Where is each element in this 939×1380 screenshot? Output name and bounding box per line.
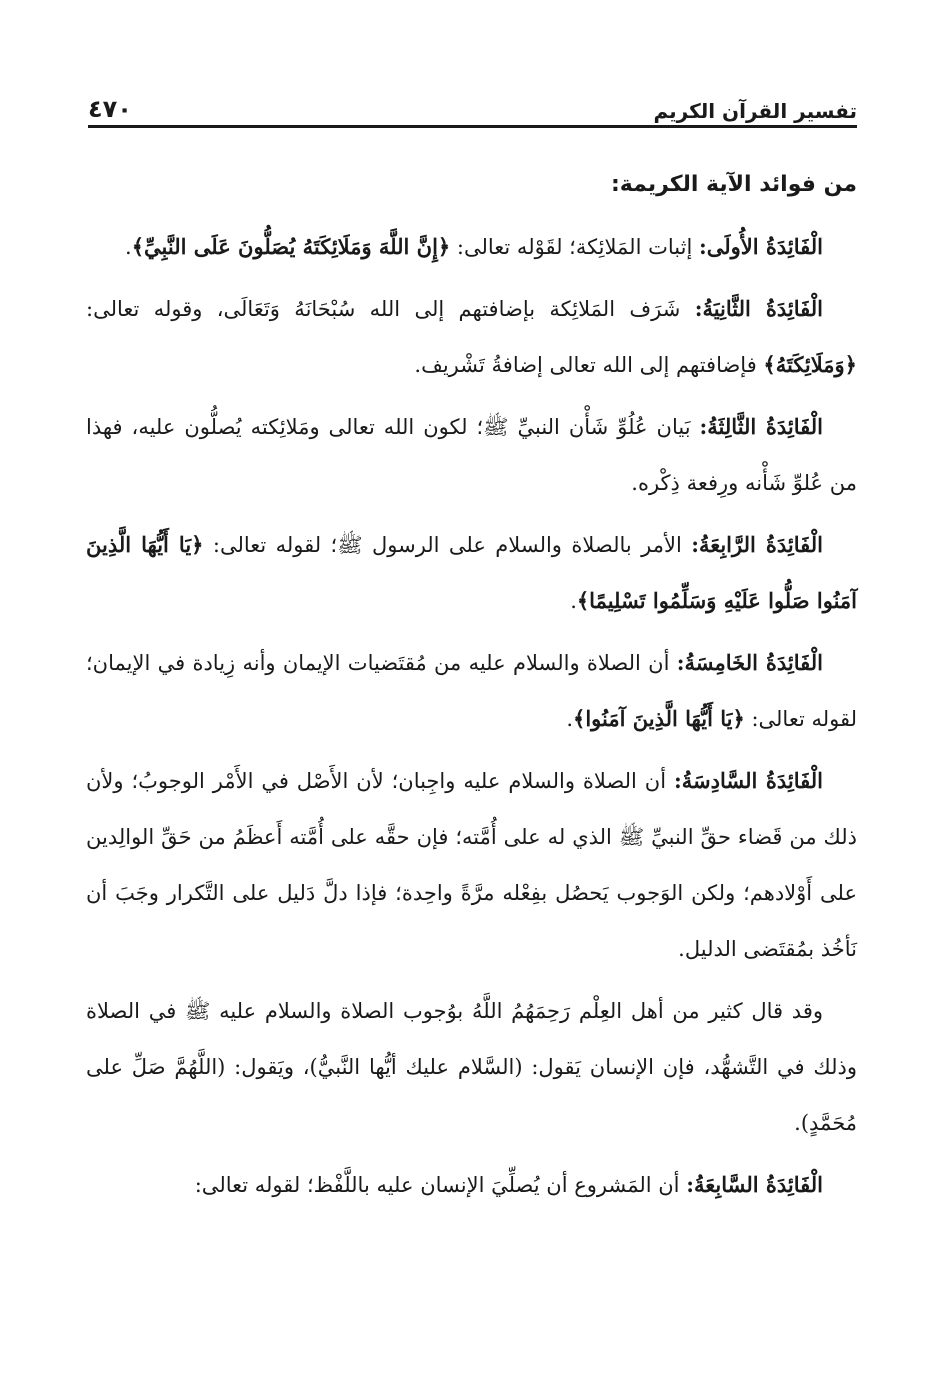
benefit-label: الْفَائِدَةُ الأُولَى: [698,234,823,259]
benefit-label: الْفَائِدَةُ الثَّالِثَةُ: [699,414,823,439]
benefit-label: الْفَائِدَةُ الرَّابِعَةُ: [691,532,823,557]
paragraph-tail: فإضافتهم إلى الله تعالى إضافةُ تَشْريف. [414,353,764,377]
book-title: تفسير القرآن الكريم [653,99,857,123]
quran-quote: ﴿إِنَّ اللَّهَ وَمَلَائِكَتَهُ يُصَلُّونَ عَلَى النَّبِيِّ﴾ [131,234,451,259]
paragraph-benefit-3 [86,399,857,511]
benefit-label: الْفَائِدَةُ الخَامِسَةُ: [676,650,823,675]
quran-quote: ﴿وَمَلَائِكَتَهُ﴾ [763,352,857,377]
paragraph-benefit-2 [86,281,857,393]
running-header [88,88,857,128]
section-heading: من فوائد الآية الكريمة: [610,172,857,197]
paragraph-benefit-1 [86,219,857,275]
page-content [86,168,857,1219]
quran-quote: ﴿يَا أَيُّهَا الَّذِينَ آمَنُوا صَلُّوا عَلَيْهِ وَسَلِّمُوا تَسْلِيمًا﴾ [86,532,857,613]
benefit-label: الْفَائِدَةُ السَّابِعَةُ: [686,1172,823,1197]
paragraph-text: بَيان عُلُوِّ شَأْن النبيِّ ﷺ؛ لكون الله تعالى ومَلائِكته يُصلُّون عليه، فهذا من عُلوِّ شَأْنه ورِفعة ذِكْره. [86,415,857,495]
paragraph-benefit-4 [86,517,857,629]
paragraph-text: وقد قال كثير من أهل العِلْم رَحِمَهُمُ اللَّهُ بوُجوب الصلاة والسلام عليه ﷺ في الصلاة وذلك في التَّشهُّد، فإن الإنسان يَقول: (السَّلام عليك أيُّها النَّبيُّ)، ويَقول: (اللَّهُمَّ صَلِّ على مُحَمَّدٍ). [86,999,857,1135]
benefit-label: الْفَائِدَةُ السَّادِسَةُ: [673,768,823,793]
benefit-label: الْفَائِدَةُ الثَّانِيَةُ: [694,296,823,321]
paragraph-benefit-7 [86,1157,857,1213]
paragraph-benefit-5 [86,635,857,747]
paragraph-tail: . [566,707,574,731]
paragraph-text: إثبات المَلائِكة؛ لقَوْله تعالى: [450,235,699,259]
paragraph-text: أن الصلاة والسلام عليه واجِبان؛ لأن الأَصْل في الأَمْر الوجوبُ؛ ولأن ذلك من قَضاء حقِّ النبيِّ ﷺ الذي له على أُمَّته؛ فإن حقَّه على أُمَّته أَعظَمُ من حَقِّ الوالِدين على أَوْلادهم؛ ولكن الوَجوب يَحصُل بفِعْله مرَّةً واحِدة؛ فإذا دلَّ دَليل على التَّكرار وجَبَ أن نَأخُذ بمُقتَضى الدليل. [86,769,858,961]
paragraph-tail: . [570,589,577,613]
quran-quote: ﴿يَا أَيُّهَا الَّذِينَ آمَنُوا﴾ [573,706,745,731]
paragraph-scholars-note [86,983,857,1151]
paragraph-text: أن الصلاة والسلام عليه من مُقتَضيات الإيمان وأنه زِيادة في الإيمان؛ لقوله تعالى: [86,651,857,731]
page-number: ٤٧٠ [88,95,132,123]
paragraph-text: أن المَشروع أن يُصلِّيَ الإنسان عليه باللَّفْظ؛ لقوله تعالى: [194,1173,687,1197]
paragraph-text: الأمر بالصلاة والسلام على الرسول ﷺ؛ لقوله تعالى: [203,533,692,557]
paragraph-tail: . [125,235,132,259]
paragraph-benefit-6 [86,753,857,977]
paragraph-text: شَرَف المَلائِكة بإضافتهم إلى الله سُبْحَانَهُ وَتَعَالَى، وقوله تعالى: [86,297,695,321]
